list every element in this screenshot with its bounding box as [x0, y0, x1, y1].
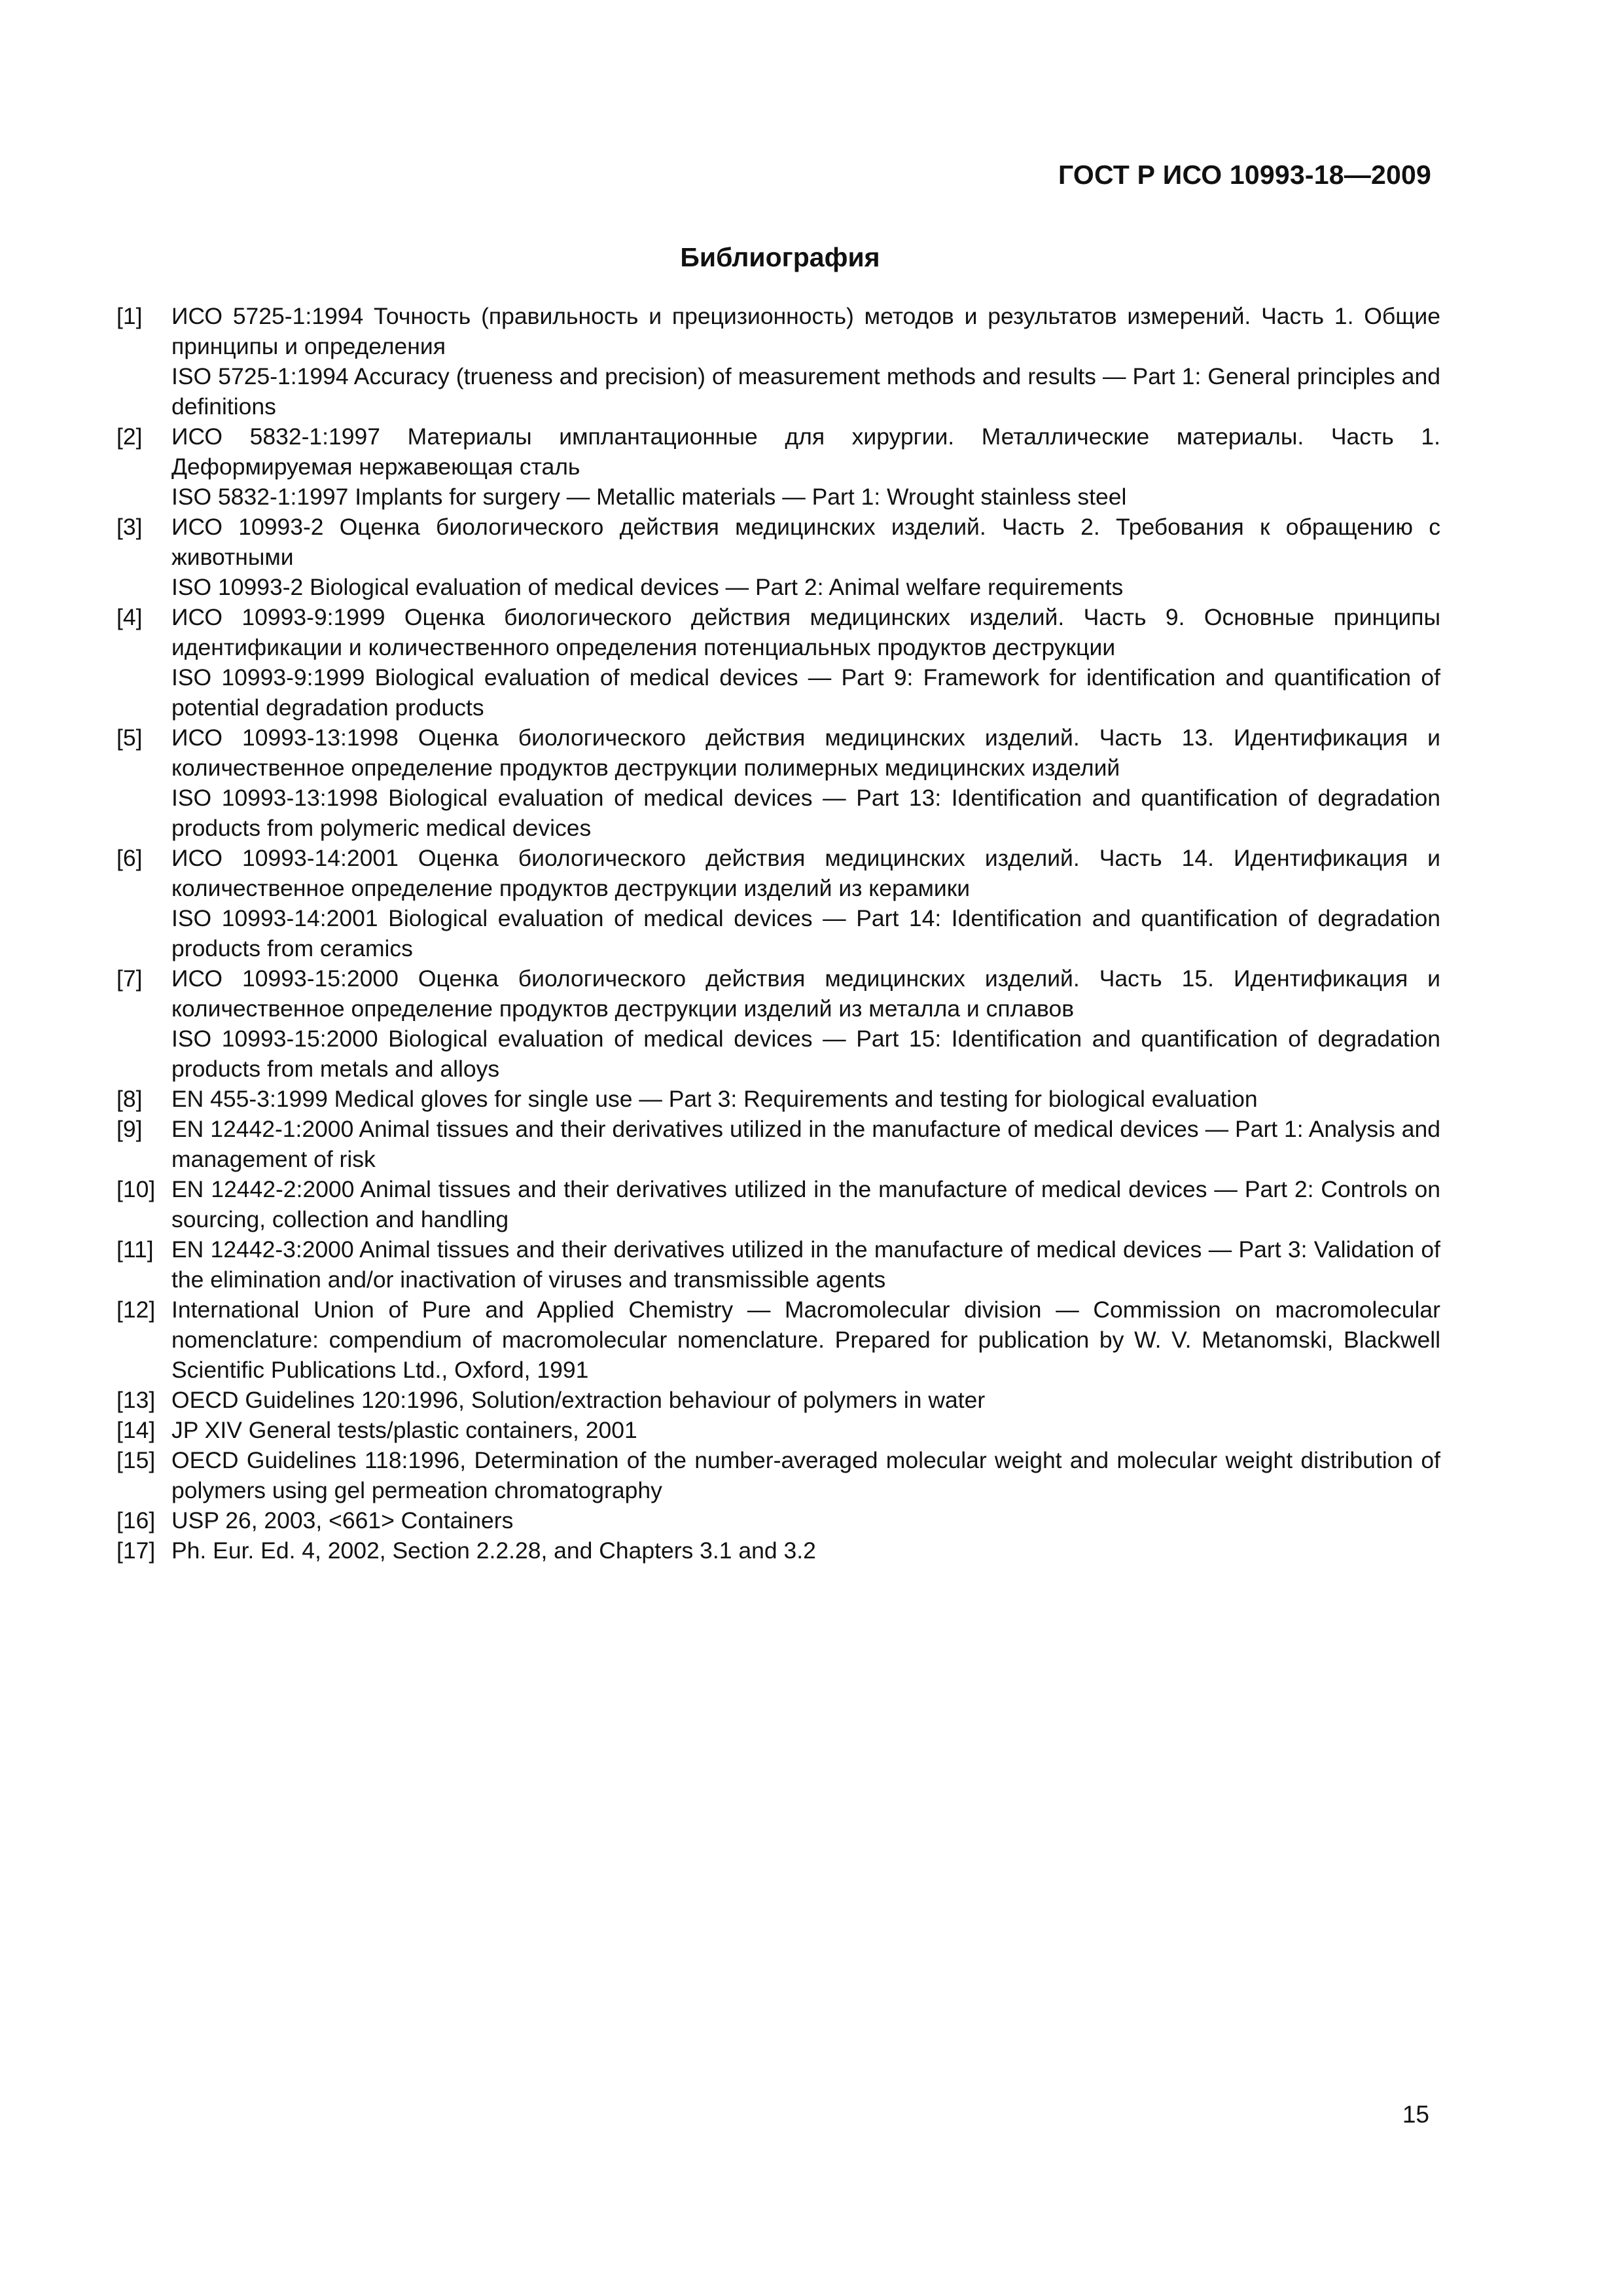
entry-text: ИСО 10993-9:1999 Оценка биологического действия медицинских изделий. Часть 9. Основные принципы идентификации и количественного определения потенциальных продуктов деструкции — [171, 604, 1440, 660]
entry-body — [171, 602, 1440, 723]
entry-text: ISO 5832-1:1997 Implants for surgery — Metallic materials — Part 1: Wrought stainless steel — [171, 484, 1127, 510]
bibliography-entry — [116, 723, 1440, 843]
entry-body — [171, 1084, 1440, 1114]
bibliography-entry — [116, 512, 1440, 602]
entry-text: ИСО 5725-1:1994 Точность (правильность и прецизионность) методов и результатов измерений. Часть 1. Общие принципы и определения — [171, 303, 1440, 359]
entry-number: [13] — [116, 1387, 156, 1413]
entry-text: ИСО 5832-1:1997 Материалы имплантационные для хирургии. Металлические материалы. Часть 1. Деформируемая нержавеющая сталь — [171, 423, 1440, 480]
entry-number: [11] — [116, 1236, 154, 1263]
entry-text: EN 12442-1:2000 Animal tissues and their derivatives utilized in the manufacture of medical devices — Part 1: Analysis and management of risk — [171, 1116, 1440, 1172]
document-code: ГОСТ Р ИСО 10993-18—2009 — [1058, 160, 1431, 190]
entry-body — [171, 723, 1440, 843]
entry-body — [171, 963, 1440, 1084]
bibliography-entry — [116, 422, 1440, 512]
entry-body — [171, 1234, 1440, 1295]
entry-body — [171, 512, 1440, 602]
entry-text: ISO 10993-13:1998 Biological evaluation of medical devices — Part 13: Identification and quantification of degradation products from polymeric medical devices — [171, 785, 1440, 841]
entry-text: ИСО 10993-13:1998 Оценка биологического действия медицинских изделий. Часть 13. Идентификация и количественное определение продуктов деструкции полимерных медицинских изделий — [171, 725, 1440, 781]
bibliography-entry — [116, 1295, 1440, 1385]
page-number: 15 — [1402, 2101, 1429, 2128]
entry-text: EN 12442-2:2000 Animal tissues and their derivatives utilized in the manufacture of medical devices — Part 2: Controls on sourcing, collection and handling — [171, 1176, 1440, 1232]
entry-body — [171, 1505, 1440, 1535]
entry-number: [12] — [116, 1297, 156, 1323]
bibliography-entry — [116, 1174, 1440, 1234]
bibliography-entry — [116, 1385, 1440, 1415]
entry-number: [7] — [116, 965, 143, 992]
bibliography-entry — [116, 1084, 1440, 1114]
bibliography-entry — [116, 1535, 1440, 1566]
bibliography-entry — [116, 843, 1440, 963]
entry-text: ИСО 10993-15:2000 Оценка биологического действия медицинских изделий. Часть 15. Идентификация и количественное определение продуктов деструкции изделий из металла и сплавов — [171, 965, 1440, 1022]
entry-number: [14] — [116, 1417, 156, 1443]
entry-body — [171, 1535, 1440, 1566]
entry-body — [171, 1445, 1440, 1505]
entry-text: OECD Guidelines 120:1996, Solution/extraction behaviour of polymers in water — [171, 1387, 986, 1413]
entry-text: ISO 10993-2 Biological evaluation of medical devices — Part 2: Animal welfare requirements — [171, 574, 1124, 600]
entry-number: [15] — [116, 1447, 156, 1473]
entry-text: ИСО 10993-14:2001 Оценка биологического действия медицинских изделий. Часть 14. Идентификация и количественное определение продуктов деструкции изделий из керамики — [171, 845, 1440, 901]
entry-number: [1] — [116, 303, 143, 329]
entry-body — [171, 1385, 1440, 1415]
bibliography-entry — [116, 963, 1440, 1084]
bibliography-entry — [116, 602, 1440, 723]
bibliography-entry — [116, 1415, 1440, 1445]
entry-number: [3] — [116, 514, 143, 540]
entry-text: JP XIV General tests/plastic containers, 2001 — [171, 1417, 637, 1443]
entry-text: USP 26, 2003, <661> Containers — [171, 1507, 514, 1534]
entry-text: ISO 10993-9:1999 Biological evaluation of medical devices — Part 9: Framework for identification and quantification of potential degradation products — [171, 664, 1440, 721]
entry-number: [4] — [116, 604, 143, 630]
entry-body — [171, 843, 1440, 963]
entry-text: International Union of Pure and Applied Chemistry — Macromolecular division — Commission on macromolecular nomenclature: compendium of macromolecular nomenclature. Prepared for publication by W. V. Metanomski, Blackwell Scientific Publications Ltd., Oxford, 1991 — [171, 1297, 1440, 1383]
entry-text: EN 455-3:1999 Medical gloves for single use — Part 3: Requirements and testing for biological evaluation — [171, 1086, 1258, 1112]
bibliography-entry — [116, 1114, 1440, 1174]
entry-number: [16] — [116, 1507, 156, 1534]
entry-body — [171, 1415, 1440, 1445]
entry-number: [17] — [116, 1537, 156, 1564]
bibliography-entry — [116, 1234, 1440, 1295]
entry-body — [171, 1114, 1440, 1174]
bibliography-list — [116, 301, 1440, 1566]
entry-text: OECD Guidelines 118:1996, Determination of the number-averaged molecular weight and molecular weight distribution of polymers using gel permeation chromatography — [171, 1447, 1440, 1503]
bibliography-entry — [116, 1445, 1440, 1505]
entry-body — [171, 301, 1440, 422]
bibliography-entry — [116, 301, 1440, 422]
entry-body — [171, 1174, 1440, 1234]
entry-body — [171, 1295, 1440, 1385]
bibliography-title: Библиография — [680, 242, 880, 272]
entry-text: ISO 10993-14:2001 Biological evaluation of medical devices — Part 14: Identification and quantification of degradation products from ceramics — [171, 905, 1440, 961]
entry-text: EN 12442-3:2000 Animal tissues and their derivatives utilized in the manufacture of medical devices — Part 3: Validation of the elimination and/or inactivation of viruses and transmissible agents — [171, 1236, 1440, 1293]
entry-number: [5] — [116, 725, 143, 751]
entry-number: [10] — [116, 1176, 156, 1202]
entry-text: ISO 5725-1:1994 Accuracy (trueness and precision) of measurement methods and results — Part 1: General principles and definitions — [171, 363, 1440, 420]
entry-number: [2] — [116, 423, 143, 450]
entry-number: [6] — [116, 845, 143, 871]
entry-number: [8] — [116, 1086, 143, 1112]
bibliography-entry — [116, 1505, 1440, 1535]
entry-text: ISO 10993-15:2000 Biological evaluation of medical devices — Part 15: Identification and quantification of degradation products from metals and alloys — [171, 1026, 1440, 1082]
entry-text: Ph. Eur. Ed. 4, 2002, Section 2.2.28, and Chapters 3.1 and 3.2 — [171, 1537, 816, 1564]
entry-number: [9] — [116, 1116, 143, 1142]
entry-text: ИСО 10993-2 Оценка биологического действия медицинских изделий. Часть 2. Требования к обращению с животными — [171, 514, 1440, 570]
entry-body — [171, 422, 1440, 512]
